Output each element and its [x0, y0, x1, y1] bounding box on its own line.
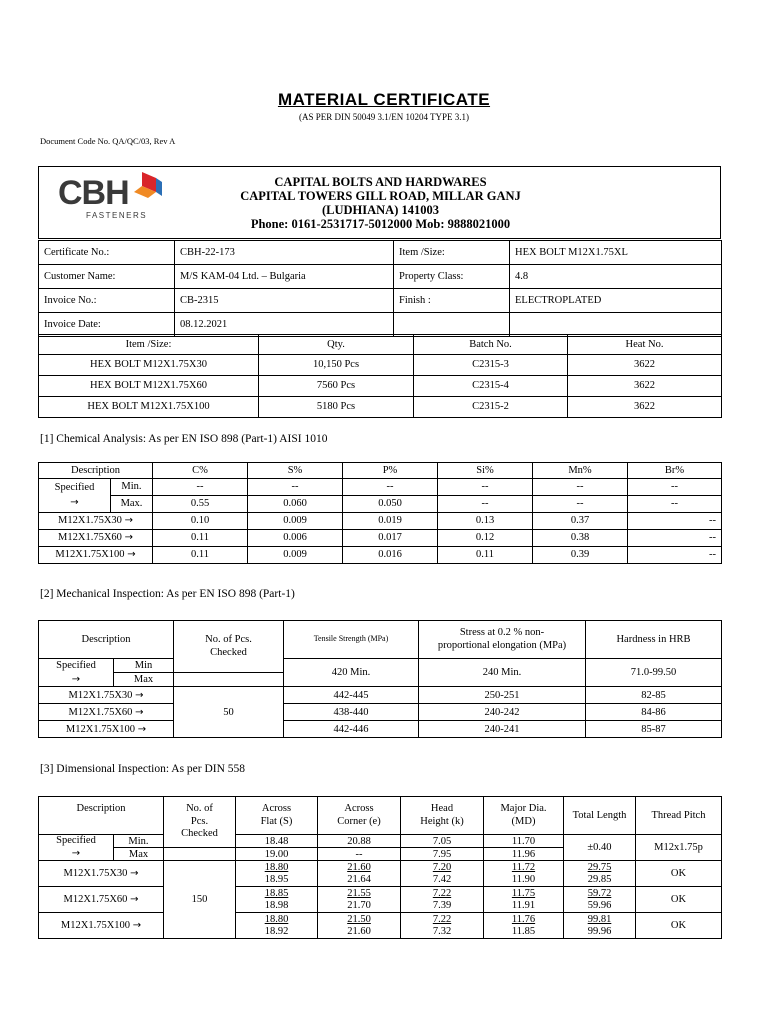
dimensional-section-title: [3] Dimensional Inspection: As per DIN 558 [40, 763, 246, 775]
dim-h-ac: Across Corner (e) [318, 797, 401, 835]
mech-h-hardness: Hardness in HRB [586, 621, 722, 659]
chem-header: Br% [628, 463, 722, 479]
mech-pcs: 50 [174, 687, 284, 738]
dim-h-hh: Head Height (k) [401, 797, 484, 835]
dim-pcs: 150 [164, 861, 236, 939]
item-size-label: Item /Size: [394, 241, 510, 265]
chem-min-label: Min. [111, 479, 153, 496]
table-row: M12X1.75X60 → 18.85 18.98 21.55 21.70 7.22 7.39 11.75 11.91 59.72 59.96 OK [39, 887, 722, 913]
table-row: M12X1.75X30 → 50 442-445 250-251 82-85 [39, 687, 722, 704]
table-row: M12X1.75X30 → 150 18.80 18.95 21.60 21.64 7.20 7.42 11.72 11.90 29.75 29.85 OK [39, 861, 722, 887]
chem-header: C% [153, 463, 248, 479]
mechanical-section-title: [2] Mechanical Inspection: As per EN ISO 898 (Part-1) [40, 588, 295, 600]
item-size-value: HEX BOLT M12X1.75XL [510, 241, 722, 265]
item-cell: 3622 [568, 376, 722, 397]
chem-max-label: Max. [111, 496, 153, 513]
mech-h-stress: Stress at 0.2 % non- proportional elongation (MPa) [419, 621, 586, 659]
chemical-table: Description C% S% P% Si% Mn% Br% Specified → Min. -- -- -- -- -- -- Max. 0.55 0.060 0.050 -- -- -- M12X1.75X30 → 0.10 0.009 0.019 0.13 0.37 -- M12X1.75X60 → 0.11 0.006 0.017 0.12 0.38 -- M12X1.75X100 → 0.11 0.009 0.016 0.11 0.39 -- [38, 462, 722, 564]
invoice-label: Invoice No.: [39, 289, 175, 313]
chem-header: S% [248, 463, 343, 479]
chemical-section-title: [1] Chemical Analysis: As per EN ISO 898 (Part-1) AISI 1010 [40, 433, 328, 445]
dimensional-table: Description No. of Pcs. Checked Across Flat (S) Across Corner (e) Head Height (k) Major Dia. (MD) Total Length Thread Pitch Specified → Min. 18.48 20.88 7.05 11.70 ±0.40 M12x1.75p Max 19.00 -- 7.95 11.96 M12X1.75X30 → 150 18.80 18.95 21.60 21.64 7.20 7.42 11.72 11.90 29.75 29.85 OK M12X1.75X60 → 18.85 18.98 21.55 21.70 7.22 7.39 11.75 11.91 59.72 59.96 OK M12X1.75X100 → 18.80 18.92 21.50 21.60 7.22 7.32 11.76 11.85 99.81 99.96 OK [38, 796, 722, 939]
logo-subtext: FASTENERS [86, 211, 148, 220]
chem-header: P% [343, 463, 438, 479]
item-cell: 5180 Pcs [259, 397, 414, 418]
customer-value: M/S KAM-04 Ltd. – Bulgaria [175, 265, 394, 289]
dim-specified: Specified → [39, 835, 114, 861]
item-cell: C2315-3 [414, 355, 568, 376]
dim-h-tl: Total Length [564, 797, 636, 835]
dim-h-description: Description [39, 797, 164, 835]
chem-specified: Specified → [39, 479, 111, 513]
table-row: M12X1.75X100 → 442-446 240-241 85-87 [39, 721, 722, 738]
items-table [38, 334, 722, 418]
chem-header: Description [39, 463, 153, 479]
info-table [38, 240, 722, 337]
items-header: Batch No. [414, 335, 568, 355]
item-cell: HEX BOLT M12X1.75X60 [39, 376, 259, 397]
dim-h-af: Across Flat (S) [236, 797, 318, 835]
item-cell: HEX BOLT M12X1.75X100 [39, 397, 259, 418]
page-title: MATERIAL CERTIFICATE [277, 90, 491, 109]
items-header: Heat No. [568, 335, 722, 355]
cbh-logo-icon [56, 170, 166, 224]
document-code: Document Code No. QA/QC/03, Rev A [40, 136, 176, 146]
chem-header: Mn% [533, 463, 628, 479]
cert-label: Certificate No.: [39, 241, 175, 265]
company-name: CAPITAL BOLTS AND HARDWARES [274, 175, 487, 189]
table-row: M12X1.75X100 → 0.11 0.009 0.016 0.11 0.39 -- [39, 547, 722, 564]
company-phone: Phone: 0161-2531717-5012000 Mob: 9888021000 [250, 217, 511, 231]
mech-h-description: Description [39, 621, 174, 659]
cert-value: CBH-22-173 [175, 241, 394, 265]
table-row [39, 376, 722, 397]
mech-h-tensile: Tensile Strength (MPa) [284, 621, 419, 659]
items-header: Item /Size: [39, 335, 259, 355]
finish-label: Finish : [394, 289, 510, 313]
mechanical-table: Description No. of Pcs. Checked Tensile Strength (MPa) Stress at 0.2 % non- proportional elongation (MPa) Hardness in HRB Specified → Min 420 Min. 240 Min. 71.0-99.50 Max M12X1.75X30 → 50 442-445 250-251 82-85 M12X1.75X60 → 438-440 240-242 84-86 M12X1.75X100 → 442-446 240-241 85-87 [38, 620, 722, 738]
mech-specified: Specified → [39, 659, 114, 687]
dim-h-pcs: No. of Pcs. Checked [164, 797, 236, 848]
company-address-1: CAPITAL TOWERS GILL ROAD, MILLAR GANJ [240, 189, 521, 203]
item-cell: 7560 Pcs [259, 376, 414, 397]
item-cell: HEX BOLT M12X1.75X30 [39, 355, 259, 376]
items-header: Qty. [259, 335, 414, 355]
table-row: M12X1.75X30 → 0.10 0.009 0.019 0.13 0.37 -- [39, 513, 722, 530]
property-value: 4.8 [510, 265, 722, 289]
invoice-date-value: 08.12.2021 [175, 313, 394, 337]
table-row: M12X1.75X60 → 0.11 0.006 0.017 0.12 0.38 -- [39, 530, 722, 547]
dim-h-tp: Thread Pitch [636, 797, 722, 835]
mech-h-pcs: No. of Pcs. Checked [174, 621, 284, 673]
item-cell: 3622 [568, 355, 722, 376]
table-row: M12X1.75X60 → 438-440 240-242 84-86 [39, 704, 722, 721]
property-label: Property Class: [394, 265, 510, 289]
company-address-2: (LUDHIANA) 141003 [321, 203, 439, 217]
table-row [39, 397, 722, 418]
dim-h-md: Major Dia. (MD) [484, 797, 564, 835]
page-subtitle: (AS PER DIN 50049 3.1/EN 10204 TYPE 3.1) [298, 112, 470, 122]
logo-letters: CBH [58, 174, 129, 212]
item-cell: 10,150 Pcs [259, 355, 414, 376]
item-cell: 3622 [568, 397, 722, 418]
invoice-value: CB-2315 [175, 289, 394, 313]
item-cell: C2315-4 [414, 376, 568, 397]
table-row [39, 355, 722, 376]
chem-header: Si% [438, 463, 533, 479]
invoice-date-label: Invoice Date: [39, 313, 175, 337]
customer-label: Customer Name: [39, 265, 175, 289]
finish-value: ELECTROPLATED [510, 289, 722, 313]
item-cell: C2315-2 [414, 397, 568, 418]
table-row: M12X1.75X100 → 18.80 18.92 21.50 21.60 7.22 7.32 11.76 11.85 99.81 99.96 OK [39, 913, 722, 939]
company-logo [56, 170, 166, 224]
